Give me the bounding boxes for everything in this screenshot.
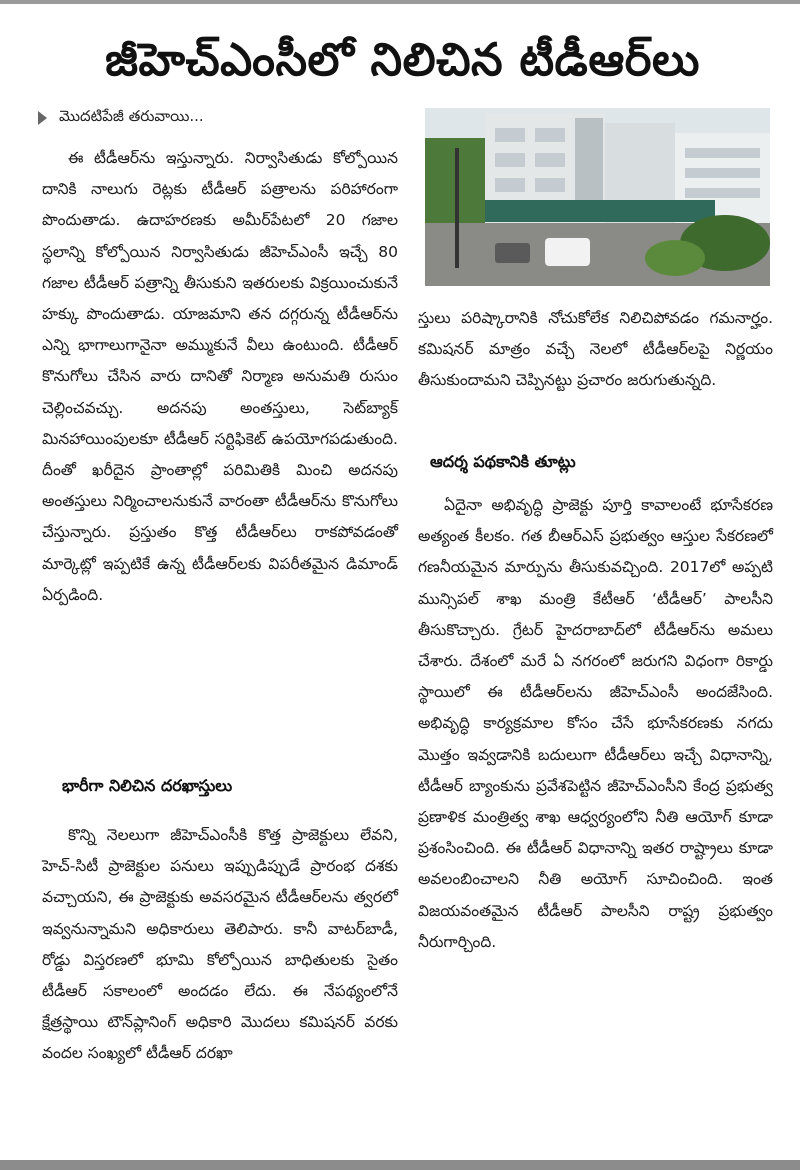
subheading-pending-applications: భారీగా నిలిచిన దరఖాస్తులు: [62, 776, 233, 795]
subheading-model-scheme: ఆదర్శ పథకానికి తూట్లు: [430, 452, 576, 471]
continuation-line: [38, 106, 204, 130]
paragraph-3: స్తులు పరిష్కారానికి నోచుకోలేక నిలిచిపోవడం గమనార్హం. కమిషనర్ మాత్రం వచ్చే నెలలో టీడీఆర్‌లపై నిర్ణయం తీసుకుందామని చెప్పినట్టు ప్రచారం జరుగుతున్నది.: [418, 309, 773, 390]
left-column-body: [42, 143, 398, 611]
continuation-label: మొదటిపేజీ తరువాయి...: [59, 107, 204, 125]
headline: జీహెచ్‌ఎంసీలో నిలిచిన టీడీఆర్‌లు: [105, 33, 700, 86]
right-column-body-2: [418, 490, 773, 958]
paragraph-2: కొన్ని నెలలుగా జీహెచ్‌ఎంసీకి కొత్త ప్రాజెక్టులు లేవని, హెచ్‌-సిటీ ప్రాజెక్టుల పనులు ఇప్పుడిప్పుడే ప్రారంభ దశకు వచ్చాయని, ఈ ప్రాజెక్టుకు అవసరమైన టీడీఆర్‌లను త్వరలో ఇవ్వనున్నామని అధికారులు తెలిపారు. కానీ వాటర్‌బాడీ, రోడ్డు విస్తరణలో భూమి కోల్పోయిన బాధితులకు సైతం టీడీఆర్ సకాలంలో అందడం లేదు. ఈ నేపథ్యంలోనే క్షేత్రస్థాయి టౌన్‌ప్లానింగ్ అధికారి మొదలు కమిషనర్ వరకు వందల సంఖ్యలో టీడీఆర్ దరఖా: [42, 826, 398, 1063]
left-column-body-2: [42, 820, 398, 1070]
bottom-rule: [0, 1160, 800, 1170]
right-column-body: [418, 303, 773, 397]
building-photo-icon: [425, 108, 770, 286]
paragraph-4: ఏదైనా అభివృద్ధి ప్రాజెక్టు పూర్తి కావాలంటే భూసేకరణ అత్యంత కీలకం. గత బీఆర్‌ఎస్ ప్రభుత్వం ఆస్తుల సేకరణలో గణనీయమైన మార్పును తీసుకువచ్చింది. 2017లో అప్పటి మున్సిపల్ శాఖ మంత్రి కేటీఆర్ ‘టీడీఆర్’ పాలసీని తీసుకొచ్చారు. గ్రేటర్ హైదరాబాద్‌లో టీడీఆర్‌ను అమలు చేశారు. దేశంలో మరే ఏ నగరంలో జరుగని విధంగా రికార్డు స్థాయిలో ఈ టీడీఆర్‌లను జీహెచ్‌ఎంసీ అందజేసింది. అభివృద్ధి కార్యక్రమాల కోసం చేసే భూసేకరణకు నగదు మొత్తం ఇవ్వడానికి బదులుగా టీడీఆర్‌లు ఇచ్చే విధానాన్ని, టీడీఆర్ బ్యాంకును ప్రవేశపెట్టిన జీహెచ్‌ఎంసీని కేంద్ర ప్రభుత్వ ప్రణాళిక మంత్రిత్వ శాఖ ఆధ్వర్యంలోని నీతి ఆయోగ్ కూడా ప్రశంసించింది. ఈ టీడీఆర్ విధానాన్ని ఇతర రాష్ట్రాలు కూడా అవలంబించాలని నీతి అయోగ్ సూచించింది. ఇంత విజయవంతమైన టీడీఆర్ పాలసీని రాష్ట్ర ప్రభుత్వం నీరుగార్చింది.: [418, 496, 773, 951]
paragraph-1: ఈ టీడీఆర్‌ను ఇస్తున్నారు. నిర్వాసితుడు కోల్పోయిన దానికి నాలుగు రెట్లకు టీడీఆర్ పత్రాలను పరిహారంగా పొందుతాడు. ఉదాహరణకు అమీర్‌పేటలో 20 గజాల స్థలాన్ని కోల్పోయిన నిర్వాసితుడు జీహెచ్‌ఎంసీ ఇచ్చే 80 గజాల టీడీఆర్ పత్రాన్ని తీసుకుని ఇతరులకు విక్రయించుకునే హక్కు పొందుతాడు. యాజమాని తన దగ్గరున్న టీడీఆర్‌ను ఎన్ని భాగాలుగానైనా అమ్ముకునే వీలు ఉంటుంది. టీడీఆర్ కొనుగోలు చేసిన వారు దానితో నిర్మాణ అనుమతి రుసుం చెల్లించవచ్చు. అదనపు అంతస్తులు, సెట్‌బ్యాక్ మినహాయింపులకూ టీడీఆర్ సర్టిఫికెట్ ఉపయోగపడుతుంది. దీంతో ఖరీదైన ప్రాంతాల్లో పరిమితికి మించి అదనపు అంతస్తులు నిర్మించాలనుకునే వారంతా టీడీఆర్‌ను కొనుగోలు చేస్తున్నారు. ప్రస్తుతం కొత్త టీడీఆర్‌లు రాకపోవడంతో మార్కెట్లో ఇప్పటికే ఉన్న టీడీఆర్‌లకు విపరీతమైన డిమాండ్ ఏర్పడింది.: [42, 149, 398, 604]
chevron-right-icon: [38, 111, 47, 125]
top-rule: [0, 0, 800, 4]
building-photo: [425, 108, 770, 286]
